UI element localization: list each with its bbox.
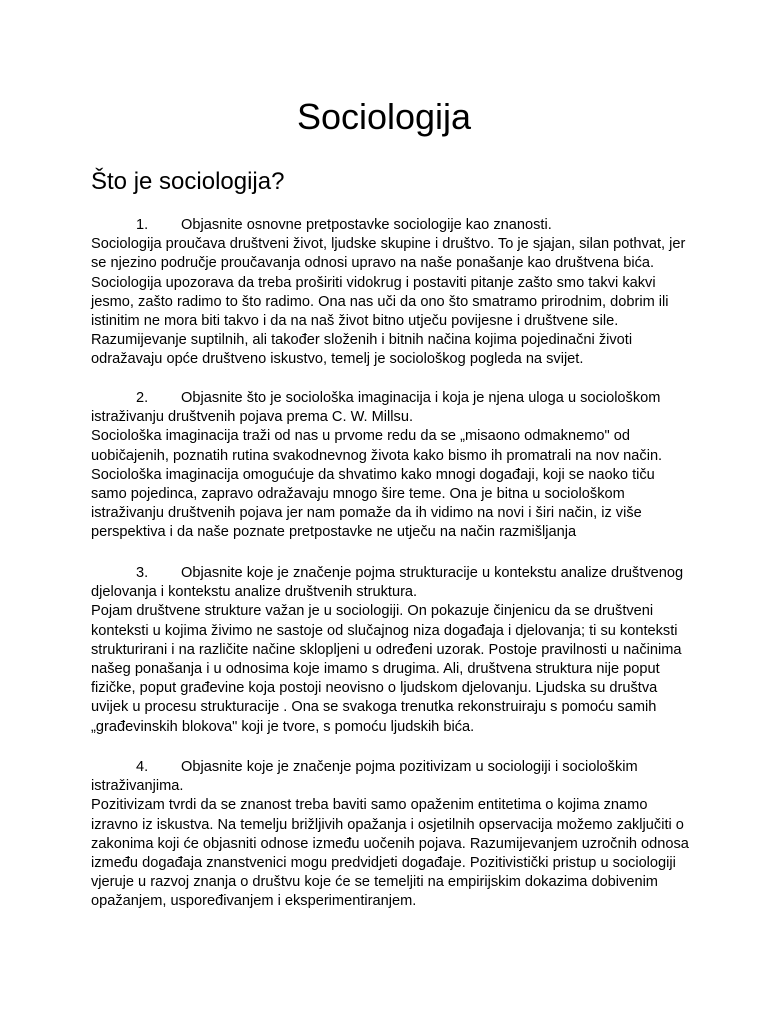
question-block-1 [91,216,691,370]
question-number-2: 2. [136,390,149,406]
question-block-4 [91,758,691,912]
question-2 [91,389,691,427]
question-text-1: Objasnite osnovne pretpostavke sociologije kao znanosti. [181,217,552,233]
question-number-4: 4. [136,759,149,775]
question-text-2: Objasnite što je sociološka imaginacija i koja je njena uloga u sociološkom istraživanju društvenih pojava prema C. W. Millsu. [91,390,661,426]
question-1 [91,216,691,235]
answer-1: Sociologija proučava društveni život, ljudske skupine i društvo. To je sjajan, silan pothvat, jer se njezino područje proučavanja odnosi upravo na naše ponašanje kao društvena bića. Sociologija upozorava da treba proširiti vidokrug i postaviti pitanje zašto smo takvi kakvi jesmo, zašto radimo to što radimo. Ona nas uči da ono što smatramo prirodnim, dobrim ili istinitim ne mora biti takvo i da na naš život bitno utječu povijesne i društvene sile. Razumijevanje suptilnih, ali također složenih i bitnih načina kojima pojedinačni životi odražavaju opće društveno iskustvo, temelj je sociološkog pogleda na svijet. [91,236,686,368]
answer-4: Pozitivizam tvrdi da se znanost treba baviti samo opaženim entitetima o kojima znamo izravno iz iskustva. Na temelju brižljivih opažanja i osjetilnih opservacija možemo zaključiti o zakonima koji će objasniti odnose između uočenih pojava. Razumijevanjem uzročnih odnosa između događaja znanstvenici mogu predvidjeti događaje. Pozitivistički pristup u sociologiji vjeruje u razvoj znanja o društvu koje će se temeljiti na empirijskim dokazima dobivenim opažanjem, uspoređivanjem i eksperimentiranjem. [91,797,689,910]
question-4 [91,758,691,796]
question-text-3: Objasnite koje je značenje pojma strukturacije u kontekstu analize društvenog djelovanja i kontekstu analize društvenih struktura. [91,565,684,601]
document-title: Sociologija [296,96,472,137]
question-number-1: 1. [136,217,149,233]
question-block-2 [91,389,691,543]
section-heading: Što je sociologija? [91,168,285,195]
question-text-4: Objasnite koje je značenje pojma pozitivizam u sociologiji i sociološkim istraživanjima. [91,759,638,795]
question-block-3 [91,564,691,737]
question-number-3: 3. [136,565,149,581]
answer-2: Sociološka imaginacija traži od nas u prvome redu da se „misaono odmaknemo" od uobičajenih, poznatih rutina svakodnevnog života kako bismo ih promatrali na nov način. Sociološka imaginacija omogućuje da shvatimo kako mnogi događaji, koji se naoko tiču samo pojedinca, zapravo odražavaju mnogo šire teme. Ona je bitna u sociološkom istraživanju društvenih pojava jer nam pomaže da ih vidimo na novi i širi način, iz više perspektiva i da naše poznate pretpostavke ne utječu na način razmišljanja [91,428,663,541]
question-3 [91,564,691,602]
answer-3: Pojam društvene strukture važan je u sociologiji. On pokazuje činjenicu da se društveni konteksti u kojima živimo ne sastoje od slučajnog niza događaja i djelovanja; ti su konteksti strukturirani i na različite načine sklopljeni u određeni uzorak. Postoje pravilnosti u načinima našeg ponašanja i u odnosima koje imamo s drugima. Ali, društvena struktura nije poput fizičke, poput građevine koja postoji neovisno o ljudskom djelovanju. Ljudska su društva uvijek u procesu strukturacije . Ona se svakoga trenutka rekonstruiraju s pomoću samih „građevinskih blokova" koji je tvore, s pomoću ljudskih bića. [91,603,682,735]
